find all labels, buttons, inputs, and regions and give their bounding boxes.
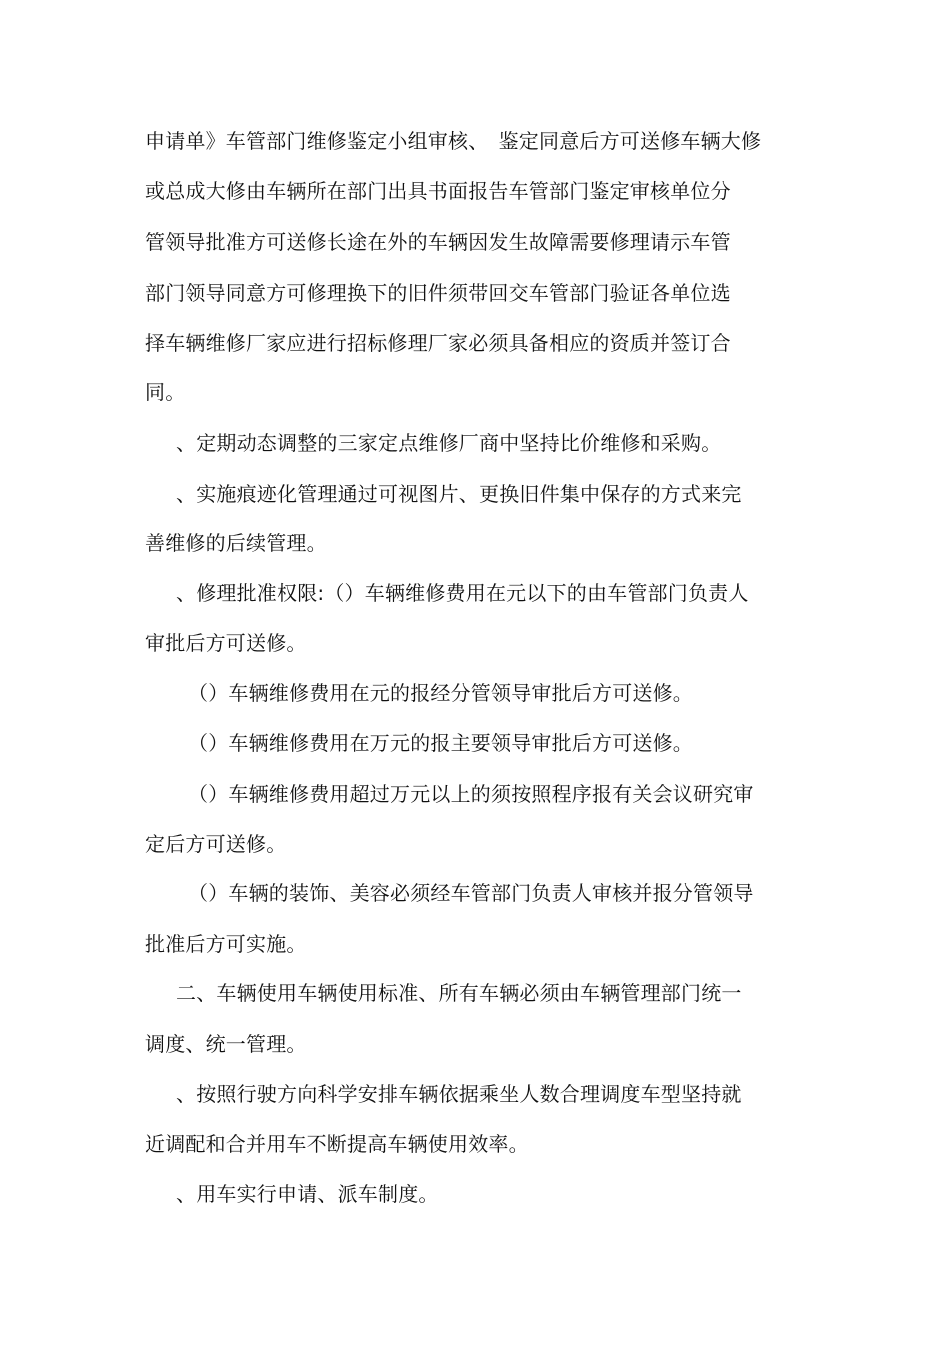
text-line-14: （）车辆维修费用超过万元以上的须按照程序报有关会议研究审 — [188, 782, 754, 806]
text-line-21: 近调配和合并用车不断提高车辆使用效率。 — [145, 1132, 529, 1156]
text-line-15: 定后方可送修。 — [145, 832, 287, 856]
text-line-1: 申请单》车管部门维修鉴定小组审核、 鉴定同意后方可送修车辆大修 — [145, 129, 762, 153]
text-line-10: 、修理批准权限:（）车辆维修费用在元以下的由车管部门负责人 — [176, 581, 749, 605]
text-line-6: 同。 — [145, 380, 186, 404]
text-line-19: 调度、统一管理。 — [145, 1032, 307, 1056]
text-line-8: 、实施痕迹化管理通过可视图片、更换旧件集中保存的方式来完 — [176, 482, 742, 506]
text-line-7: 、定期动态调整的三家定点维修厂商中坚持比价维修和采购。 — [176, 431, 722, 455]
text-line-12: （）车辆维修费用在元的报经分管领导审批后方可送修。 — [188, 681, 693, 705]
text-line-18: 二、车辆使用车辆使用标准、所有车辆必须由车辆管理部门统一 — [176, 981, 742, 1005]
text-line-3: 管领导批准方可送修长途在外的车辆因发生故障需要修理请示车管 — [145, 230, 731, 254]
text-line-11: 审批后方可送修。 — [145, 631, 307, 655]
text-line-22: 、用车实行申请、派车制度。 — [176, 1182, 439, 1206]
text-line-5: 择车辆维修厂家应进行招标修理厂家必须具备相应的资质并签订合 — [145, 331, 731, 355]
text-line-9: 善维修的后续管理。 — [145, 531, 327, 555]
text-line-4: 部门领导同意方可修理换下的旧件须带回交车管部门验证各单位选 — [145, 281, 731, 305]
text-line-13: （）车辆维修费用在万元的报主要领导审批后方可送修。 — [188, 731, 693, 755]
text-line-2: 或总成大修由车辆所在部门出具书面报告车管部门鉴定审核单位分 — [145, 179, 731, 203]
text-line-17: 批准后方可实施。 — [145, 932, 307, 956]
text-line-16: （）车辆的装饰、美容必须经车管部门负责人审核并报分管领导 — [188, 881, 754, 905]
text-line-20: 、按照行驶方向科学安排车辆依据乘坐人数合理调度车型坚持就 — [176, 1082, 742, 1106]
